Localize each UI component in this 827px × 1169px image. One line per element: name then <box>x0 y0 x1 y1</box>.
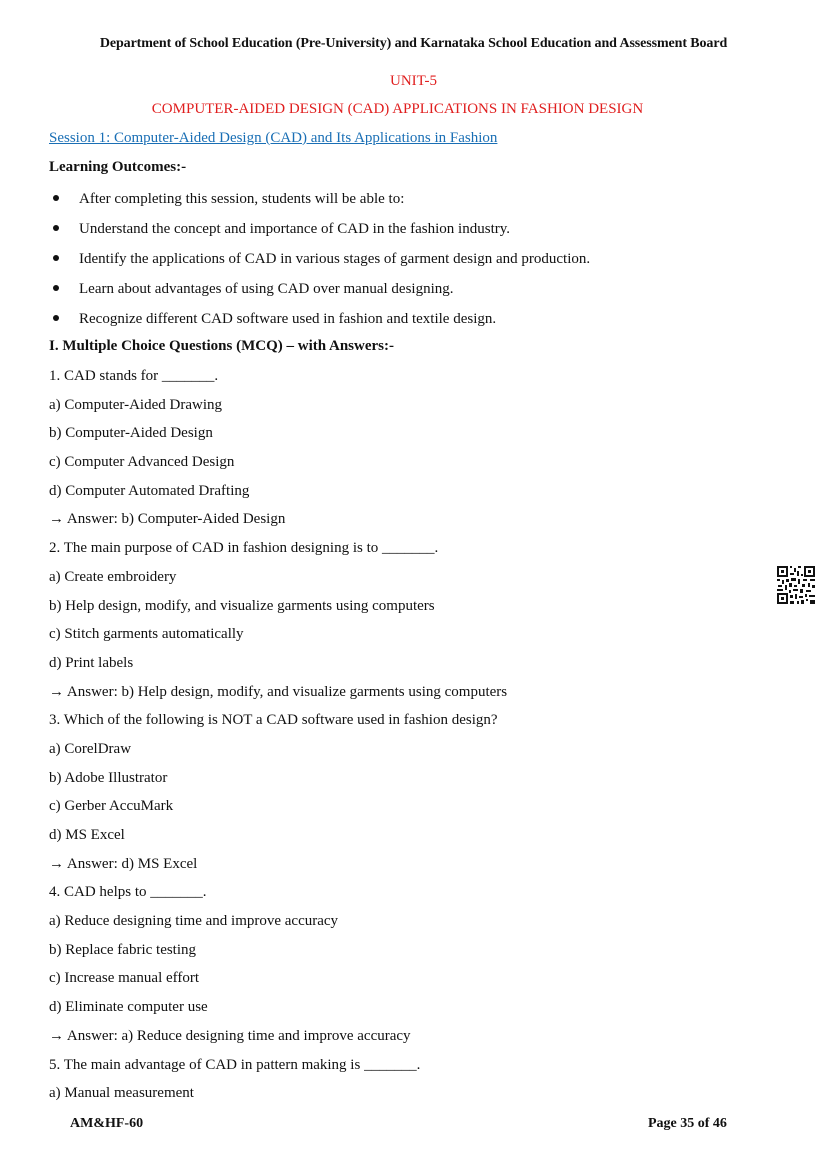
option-text: d) Print labels <box>49 654 134 671</box>
list-item: Identify the applications of CAD in various stages of garment design and production. <box>49 248 590 278</box>
learning-outcomes-list <box>49 188 590 338</box>
answer-text: → Answer: b) Computer-Aided Design <box>49 511 286 528</box>
option-text: b) Help design, modify, and visualize garments using computers <box>49 597 435 614</box>
option-text: c) Computer Advanced Design <box>49 454 235 471</box>
option-text: d) MS Excel <box>49 827 125 843</box>
option-text: c) Increase manual effort <box>49 970 200 987</box>
question-text: 4. CAD helps to _______. <box>49 884 207 901</box>
option-text: b) Replace fabric testing <box>49 941 197 958</box>
answer-text: → Answer: b) Help design, modify, and visualize garments using computers <box>49 683 508 700</box>
option-text: b) Computer-Aided Design <box>49 425 213 442</box>
answer-text: → Answer: a) Reduce designing time and improve accuracy <box>49 1027 411 1044</box>
unit-label: UNIT-5 <box>390 73 437 89</box>
qr-code-icon <box>776 565 816 605</box>
learning-outcomes-heading: Learning Outcomes:- <box>49 159 187 175</box>
list-item: Understand the concept and importance of CAD in the fashion industry. <box>49 218 590 248</box>
option-text: c) Stitch garments automatically <box>49 626 244 643</box>
list-item: After completing this session, students will be able to: <box>49 188 590 218</box>
footer-page-number: Page 35 of 46 <box>648 1116 727 1131</box>
bullet-icon <box>53 225 59 231</box>
unit-title: COMPUTER-AIDED DESIGN (CAD) APPLICATIONS IN FASHION DESIGN <box>151 101 644 117</box>
mcq-heading: I. Multiple Choice Questions (MCQ) – with Answers:- <box>49 338 394 354</box>
footer-course-code: AM&HF-60 <box>70 1116 144 1131</box>
option-text: b) Adobe Illustrator <box>49 769 168 786</box>
list-item: Recognize different CAD software used in fashion and textile design. <box>49 308 590 338</box>
question-text: 1. CAD stands for _______. <box>49 368 219 384</box>
option-text: c) Gerber AccuMark <box>49 798 174 815</box>
option-text: d) Computer Automated Drafting <box>49 482 250 499</box>
bullet-icon <box>53 285 59 291</box>
question-text: 3. Which of the following is NOT a CAD software used in fashion design? <box>49 712 498 729</box>
page-header: Department of School Education (Pre-University) and Karnataka School Education and Assessment Board <box>99 36 728 51</box>
option-text: a) Manual measurement <box>49 1085 194 1102</box>
option-text: a) Computer-Aided Drawing <box>49 396 222 413</box>
answer-text: → Answer: d) MS Excel <box>49 855 198 872</box>
question-text: 5. The main advantage of CAD in pattern making is _______. <box>49 1056 421 1073</box>
session-link[interactable]: Session 1: Computer-Aided Design (CAD) and Its Applications in Fashion <box>49 130 498 146</box>
option-text: a) Reduce designing time and improve accuracy <box>49 913 339 930</box>
list-item: Learn about advantages of using CAD over manual designing. <box>49 278 590 308</box>
bullet-icon <box>53 315 59 321</box>
mcq-list <box>49 366 507 1112</box>
bullet-icon <box>53 195 59 201</box>
option-text: a) CorelDraw <box>49 740 132 757</box>
option-text: d) Eliminate computer use <box>49 999 208 1016</box>
option-text: a) Create embroidery <box>49 568 177 585</box>
bullet-icon <box>53 255 59 261</box>
question-text: 2. The main purpose of CAD in fashion designing is to _______. <box>49 540 439 557</box>
